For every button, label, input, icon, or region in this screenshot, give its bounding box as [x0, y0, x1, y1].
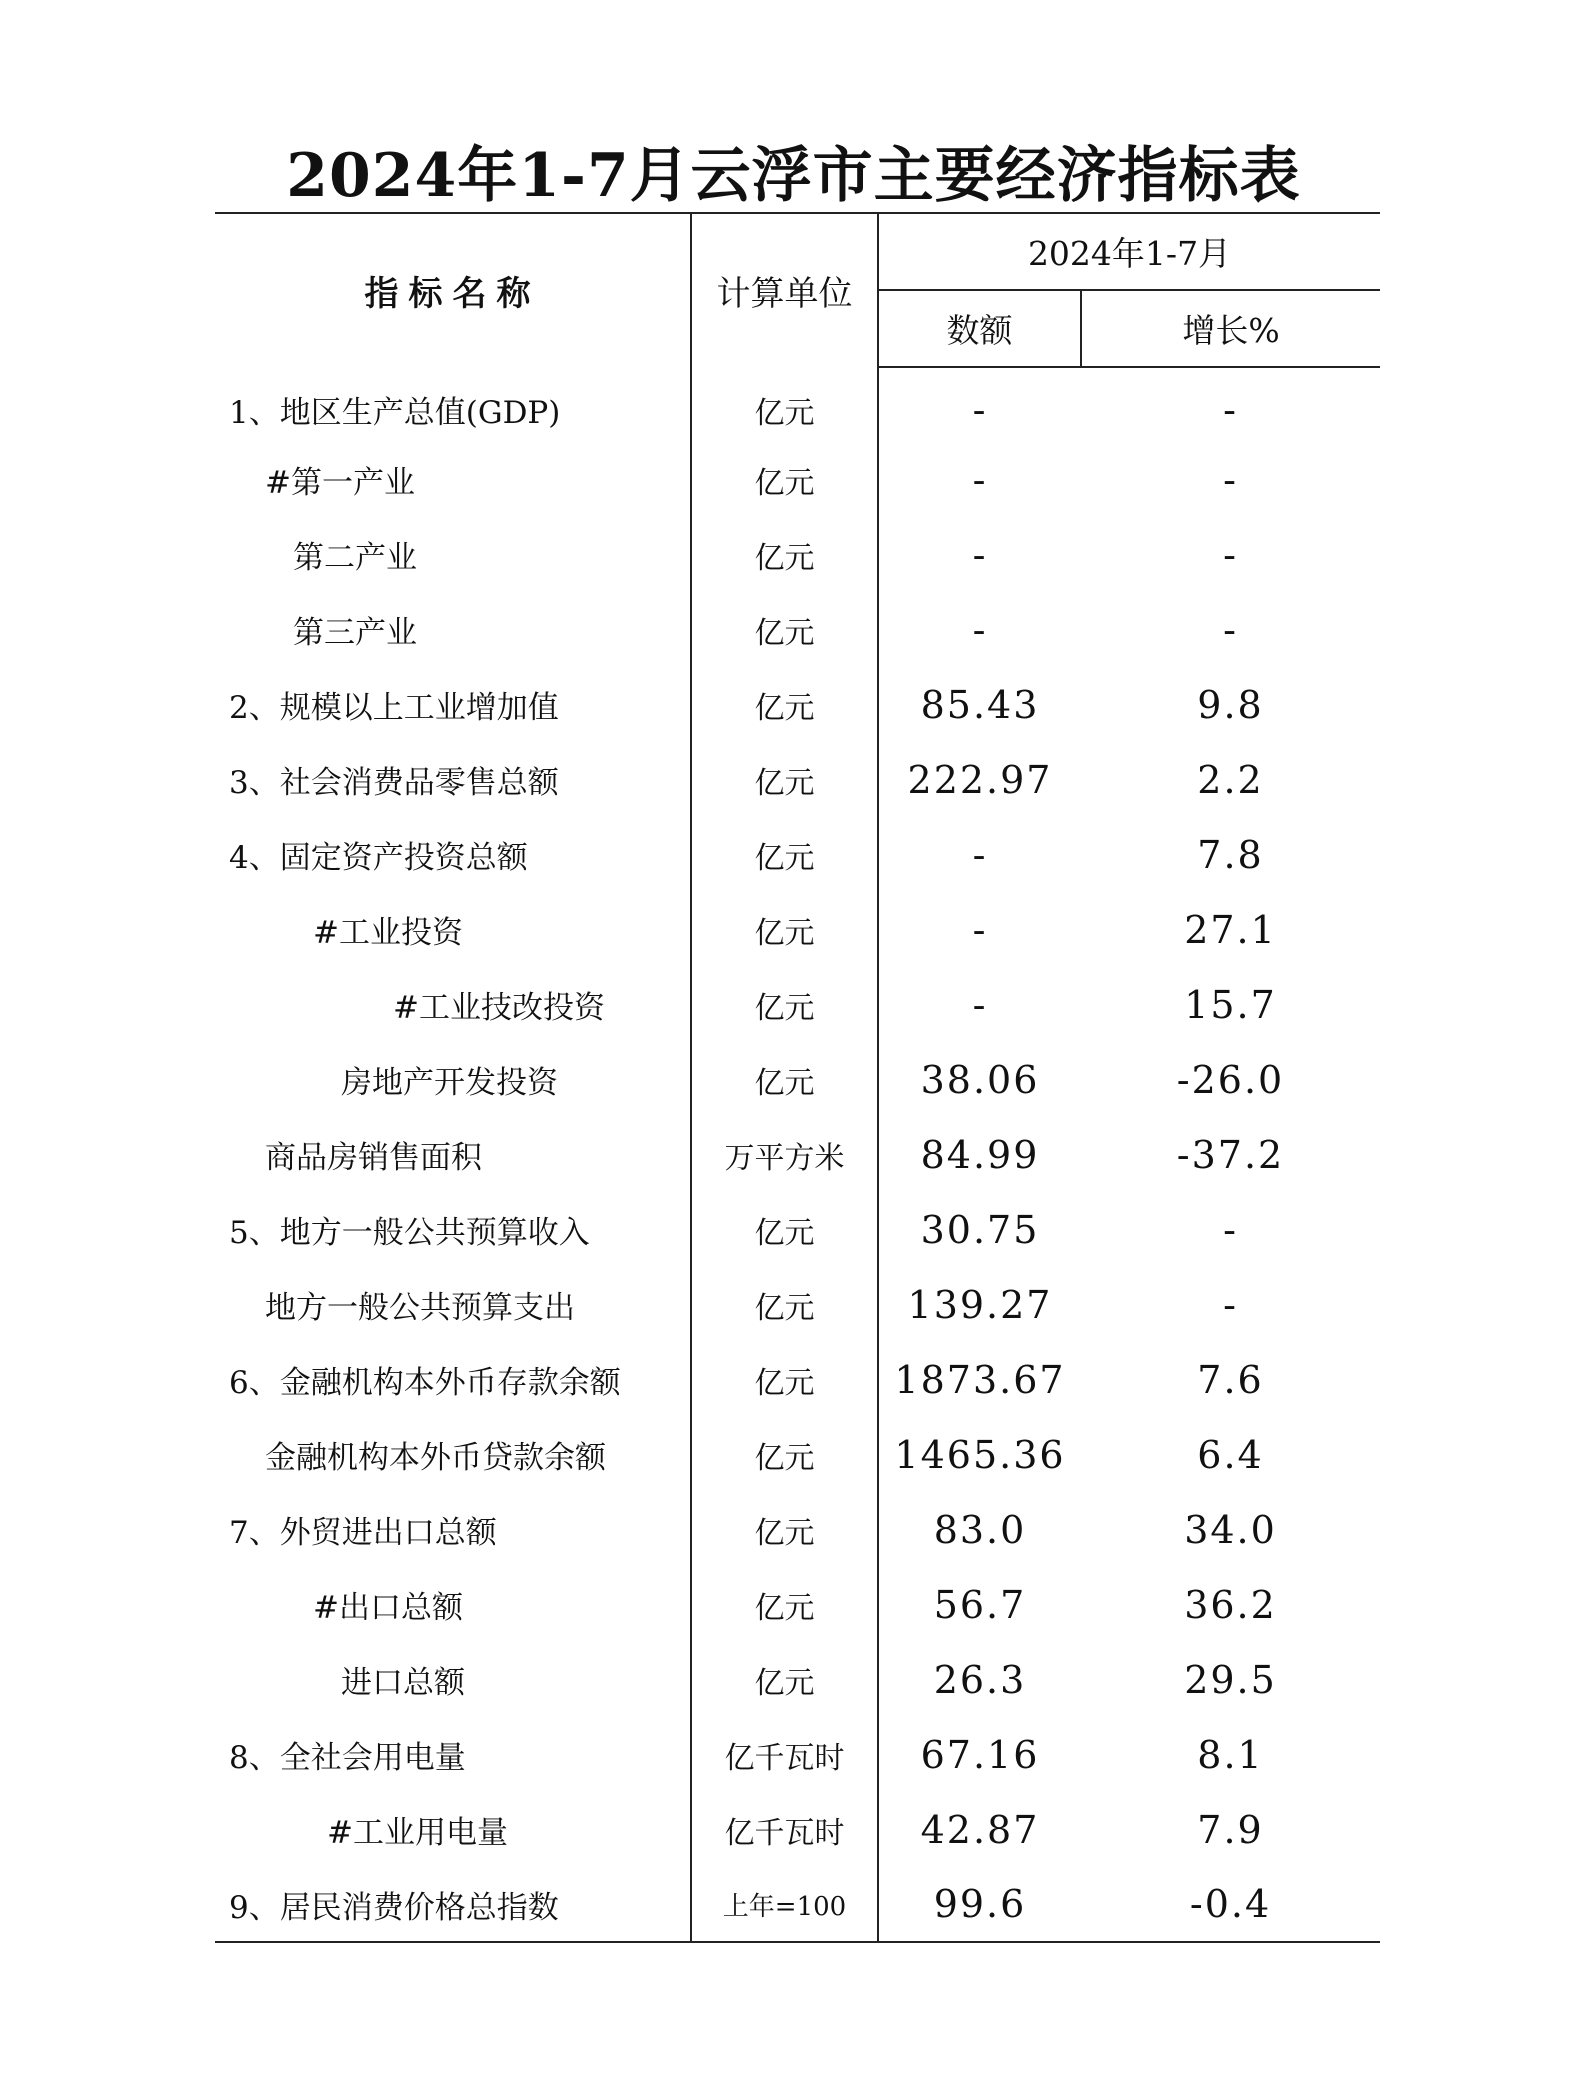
indicator-value: - — [972, 457, 988, 502]
indicator-growth: 2.2 — [1197, 757, 1264, 802]
indicator-unit: 亿千瓦时 — [691, 1792, 878, 1867]
table-row — [215, 667, 1380, 742]
table-row — [215, 1267, 1380, 1342]
indicator-unit: 亿元 — [691, 667, 878, 742]
indicator-value: 84.99 — [920, 1132, 1040, 1177]
indicator-unit: 亿元 — [691, 742, 878, 817]
indicator-value: 42.87 — [920, 1807, 1040, 1852]
indicator-name: 房地产开发投资 — [341, 1065, 558, 1101]
indicator-growth: - — [1223, 1207, 1238, 1252]
indicator-name: 8、全社会用电量 — [229, 1740, 466, 1776]
indicator-unit: 亿元 — [691, 967, 878, 1042]
indicator-value: 139.27 — [907, 1282, 1053, 1327]
indicator-name: #第一产业 — [265, 465, 415, 501]
indicator-growth: 7.6 — [1197, 1357, 1264, 1402]
indicator-growth: 7.8 — [1197, 832, 1264, 877]
indicator-name: 6、金融机构本外币存款余额 — [229, 1365, 621, 1401]
table-row — [215, 1417, 1380, 1492]
indicator-unit: 亿元 — [691, 817, 878, 892]
indicator-unit: 亿元 — [691, 592, 878, 667]
table-row — [215, 442, 1380, 517]
table-row — [215, 517, 1380, 592]
indicator-table — [215, 212, 1380, 1943]
header-unit: 计算单位 — [691, 213, 878, 367]
indicator-value: 67.16 — [920, 1732, 1040, 1777]
table-row — [215, 1867, 1380, 1942]
indicator-growth: 15.7 — [1184, 982, 1277, 1027]
indicator-value: 26.3 — [933, 1657, 1027, 1702]
indicator-name: 第三产业 — [293, 615, 417, 651]
header-indicator-name: 指标名称 — [215, 213, 691, 367]
indicator-growth: 9.8 — [1197, 682, 1264, 727]
indicator-growth: 29.5 — [1184, 1657, 1277, 1702]
table-row — [215, 892, 1380, 967]
table-row — [215, 1042, 1380, 1117]
header-period: 2024年1-7月 — [878, 213, 1380, 290]
indicator-name: #工业技改投资 — [393, 990, 605, 1026]
page-title: 2024年1-7月云浮市主要经济指标表 — [286, 141, 1301, 211]
indicator-name: 4、固定资产投资总额 — [229, 840, 528, 876]
indicator-unit: 亿元 — [691, 1192, 878, 1267]
table-row — [215, 1117, 1380, 1192]
indicator-growth: 34.0 — [1184, 1507, 1277, 1552]
table-row — [215, 1717, 1380, 1792]
indicator-name: 7、外贸进出口总额 — [229, 1515, 497, 1551]
table-row — [215, 742, 1380, 817]
indicator-value: 222.97 — [907, 757, 1053, 802]
indicator-unit: 亿元 — [691, 1417, 878, 1492]
table-row — [215, 1192, 1380, 1267]
table-row — [215, 1567, 1380, 1642]
table-row — [215, 1492, 1380, 1567]
indicator-growth: -0.4 — [1081, 1867, 1380, 1942]
indicator-name: 1、地区生产总值(GDP) — [229, 395, 561, 431]
indicator-name: #出口总额 — [313, 1590, 463, 1626]
indicator-unit: 亿元 — [691, 517, 878, 592]
indicator-growth: - — [1223, 388, 1238, 432]
indicator-value: 38.06 — [920, 1057, 1040, 1102]
indicator-value: 1465.36 — [894, 1432, 1066, 1477]
indicator-value: - — [972, 607, 988, 652]
table-body — [215, 367, 1380, 1942]
indicator-unit: 亿元 — [691, 1567, 878, 1642]
indicator-unit: 亿元 — [691, 442, 878, 517]
indicator-growth: 7.9 — [1197, 1807, 1264, 1852]
indicator-growth: -26.0 — [1176, 1057, 1285, 1102]
indicator-growth: 8.1 — [1197, 1732, 1264, 1777]
indicator-name: 2、规模以上工业增加值 — [229, 690, 559, 726]
table-row — [215, 1792, 1380, 1867]
header-growth: 增长% — [1081, 290, 1380, 367]
indicator-value: 56.7 — [933, 1582, 1027, 1627]
indicator-name: 3、社会消费品零售总额 — [229, 765, 559, 801]
indicator-unit: 上年=100 — [691, 1867, 878, 1942]
indicator-value: - — [972, 832, 988, 877]
indicator-value: - — [972, 388, 988, 432]
indicator-unit: 亿元 — [691, 1342, 878, 1417]
table-row — [215, 817, 1380, 892]
indicator-growth: - — [1223, 532, 1238, 577]
indicator-growth: 27.1 — [1184, 907, 1277, 952]
indicator-unit: 亿千瓦时 — [691, 1717, 878, 1792]
indicator-name: 第二产业 — [293, 540, 417, 576]
indicator-growth: -37.2 — [1176, 1132, 1285, 1177]
indicator-growth: - — [1223, 607, 1238, 652]
indicator-growth: - — [1223, 1282, 1238, 1327]
table-row — [215, 1342, 1380, 1417]
table-row — [215, 1642, 1380, 1717]
indicator-growth: 36.2 — [1184, 1582, 1277, 1627]
indicator-name: 商品房销售面积 — [265, 1140, 482, 1176]
indicator-name: #工业用电量 — [327, 1815, 508, 1851]
indicator-name: 地方一般公共预算支出 — [265, 1290, 575, 1326]
indicator-unit: 亿元 — [691, 1267, 878, 1342]
indicator-unit: 万平方米 — [691, 1117, 878, 1192]
indicator-value: - — [972, 982, 988, 1027]
indicator-value: - — [972, 532, 988, 577]
indicator-name: 5、地方一般公共预算收入 — [229, 1215, 590, 1251]
indicator-growth: 6.4 — [1197, 1432, 1264, 1477]
indicator-value: 83.0 — [933, 1507, 1027, 1552]
indicator-value: 30.75 — [920, 1207, 1040, 1252]
indicator-unit: 亿元 — [691, 367, 878, 442]
table-row — [215, 967, 1380, 1042]
indicator-value: 1873.67 — [894, 1357, 1066, 1402]
indicator-growth: - — [1223, 457, 1238, 502]
indicator-unit: 亿元 — [691, 1642, 878, 1717]
indicator-unit: 亿元 — [691, 892, 878, 967]
indicator-name: 金融机构本外币贷款余额 — [265, 1440, 606, 1476]
table-row — [215, 367, 1380, 442]
indicator-name: #工业投资 — [313, 915, 463, 951]
header-value: 数额 — [878, 290, 1081, 367]
indicator-name: 9、居民消费价格总指数 — [215, 1867, 691, 1942]
indicator-unit: 亿元 — [691, 1042, 878, 1117]
indicator-value: 85.43 — [920, 682, 1040, 727]
indicator-unit: 亿元 — [691, 1492, 878, 1567]
table-header — [215, 213, 1380, 367]
indicator-value: 99.6 — [878, 1867, 1081, 1942]
indicator-value: - — [972, 907, 988, 952]
table-row — [215, 592, 1380, 667]
indicator-name: 进口总额 — [341, 1665, 465, 1701]
